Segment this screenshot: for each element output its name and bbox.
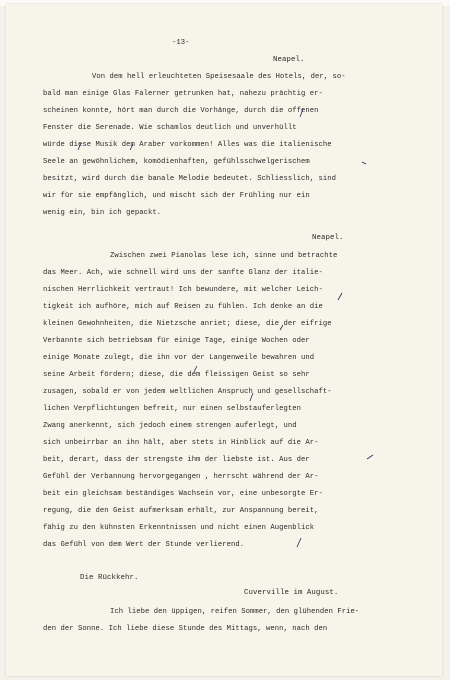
page-number: -13-	[172, 39, 190, 47]
text-line: Ich liebe den üppigen, reifen Sommer, den glühenden Frie-	[110, 608, 360, 616]
text-line: Von dem hell erleuchteten Speisesaale des Hotels, der, so-	[92, 73, 346, 81]
text-line: wir für sie empfänglich, und mischt sich der Frühling nur ein	[43, 192, 310, 200]
text-line: sich unbeirrbar an ihn hält, aber stets in Hinblick auf die Ar-	[43, 439, 319, 447]
text-line: nischen Herrlichkeit vertraut! Ich bewundere, mit welcher Leich-	[43, 286, 323, 294]
section-heading-neapel-2: Neapel.	[312, 234, 344, 242]
text-line: seine Arbeit fördern; diese, die dem fleissigen Geist so sehr	[43, 371, 310, 379]
text-line: einige Monate zulegt, die ihn vor der Langenweile bewahren und	[43, 354, 315, 362]
text-line: lichen Verpflichtungen befreit, nur einen selbstauferlegten	[43, 405, 302, 413]
text-line: scheinen konnte, hört man durch die Vorhänge, durch die offenen	[43, 107, 319, 115]
text-line: beit ein gleichsam beständiges Wachsein vor, eine unbesorgte Er-	[43, 490, 323, 498]
text-line: wenig ein, bin ich gepackt.	[43, 209, 162, 217]
text-line: Seele an gewöhnlichem, komödienhaften, gefühlsschwelgerischem	[43, 158, 310, 166]
text-line: Fenster die Serenade. Wie schamlos deutlich und unverhüllt	[43, 124, 297, 132]
text-line: zusagen, sobald er von jedem weltlichen Anspruch und gesellschaft-	[43, 388, 332, 396]
section-heading-rueckkehr: Die Rückkehr.	[80, 574, 139, 582]
text-line: fähig zu den kühnsten Erkenntnissen und nicht einen Augenblick	[43, 524, 315, 532]
text-line: besitzt, wird durch die banale Melodie bedeutet. Schliesslich, sind	[43, 175, 337, 183]
text-line: den der Sonne. Ich liebe diese Stunde des Mittags, wenn, nach den	[43, 625, 328, 633]
place-date-line: Cuverville im August.	[244, 589, 339, 597]
text-line: das Meer. Ach, wie schnell wird uns der sanfte Glanz der italie-	[43, 269, 323, 277]
text-line: Verbannte sich betriebsam für einige Tage, einige Wochen oder	[43, 337, 310, 345]
text-line: tigkeit ich aufhöre, mich auf Reisen zu fühlen. Ich denke an die	[43, 303, 323, 311]
text-line: Zwang anerkennt, sich jedoch einem strengen auferlegt, und	[43, 422, 297, 430]
text-line: würde diese Musik dem Araber vorkommen! Alles was die italienische	[43, 141, 332, 149]
section-heading-neapel-1: Neapel.	[273, 56, 305, 64]
text-line: regung, die den Geist aufmerksam erhält, zur Anspannung bereit,	[43, 507, 319, 515]
text-line: Zwischen zwei Pianolas lese ich, sinne und betrachte	[110, 252, 338, 260]
text-line: bald man einige Glas Falerner getrunken hat, nahezu prächtig er-	[43, 90, 323, 98]
text-line: das Gefühl von dem Wert der Stunde verlierend.	[43, 541, 245, 549]
text-line: Gefühl der Verbannung hervorgegangen , herrscht während der Ar-	[43, 473, 319, 481]
text-line: kleinen Gewohnheiten, die Nietzsche anriet; diese, die der eifrige	[43, 320, 332, 328]
text-line: beit, derart, dass der strengste ihm der liebste ist. Aus der	[43, 456, 310, 464]
